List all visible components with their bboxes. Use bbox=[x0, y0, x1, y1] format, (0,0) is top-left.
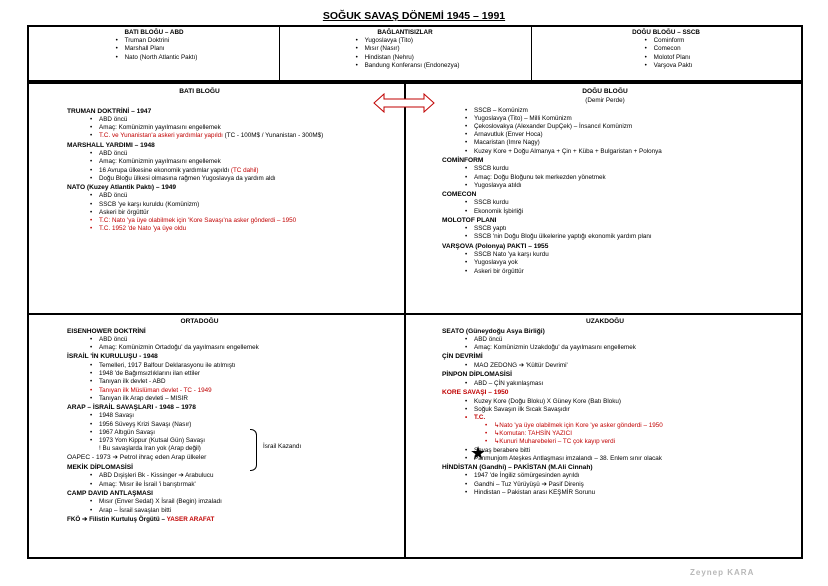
list-item: • Tanıyan ilk devlet - ABD bbox=[85, 378, 402, 386]
list-item: • ABD öncü bbox=[85, 336, 402, 344]
list-item: • Gandhi – Tuz Yürüyüşü ➔ Pasif Direniş bbox=[460, 481, 800, 489]
list-item: • 1967 Altıgün Savaşı bbox=[85, 429, 402, 437]
list-item: • ABD Dışişleri Bk - Kissinger ➔ Arabulucu bbox=[85, 472, 402, 480]
page-title: SOĞUK SAVAŞ DÖNEMİ 1945 – 1991 bbox=[322, 10, 506, 22]
list-item: • SSCB Nato 'ya karşı kurdu bbox=[460, 251, 800, 259]
author-signature: Zeynep KARA bbox=[690, 568, 755, 577]
arap-israil-title: ARAP – İSRAİL SAVAŞLARI - 1948 – 1978 bbox=[67, 403, 196, 411]
summary-dogu-list bbox=[640, 37, 693, 70]
list-item: • 1956 Süveyş Krizi Savaşı (Nasır) bbox=[85, 421, 402, 429]
red-text: (TC dahil) bbox=[230, 166, 259, 174]
kore-after-list bbox=[460, 447, 800, 463]
israil-title: İSRAİL 'İN KURULUŞU - 1948 bbox=[67, 353, 158, 361]
red-text: T.C. ve Yunanistan'a askeri yardımlar yapıldı bbox=[99, 132, 223, 140]
list-item: • Truman Doktrini bbox=[111, 37, 198, 45]
list-item: • Yugoslavya (Tito) bbox=[351, 37, 460, 45]
list-item: • 1973 Yom Kippur (Kutsal Gün) Savaşı bbox=[85, 437, 402, 445]
list-item: • Nato (North Atlantic Paktı) bbox=[111, 54, 198, 62]
summary-baglantisiz bbox=[279, 27, 532, 80]
list-item: • Amaç: Komünizmin Uzakdoğu' da yayılmasını engellemek bbox=[460, 344, 800, 352]
kore-list bbox=[460, 398, 800, 423]
fko-line bbox=[67, 516, 402, 524]
hindistan-list bbox=[460, 472, 800, 497]
summary-baglantisiz-list bbox=[351, 37, 460, 70]
star-icon: ★ bbox=[470, 443, 487, 463]
list-item bbox=[480, 422, 800, 430]
molotof-list bbox=[460, 225, 800, 241]
oapec-line: OAPEC - 1973 ➔ Petrol ihraç eden Arap ülkeler bbox=[67, 454, 207, 462]
cominform-list bbox=[460, 165, 800, 190]
list-item bbox=[480, 430, 800, 438]
bati-section bbox=[67, 88, 402, 233]
text: Nato 'ya üye olabilmek için Kore 'ye asker gönderdi – 1950 bbox=[499, 422, 663, 430]
list-item: • Amaç: Komünizmin yayılmasını engellemek bbox=[85, 124, 402, 132]
list-item: • Savaş berabere bitti bbox=[460, 447, 800, 455]
israil-kazandi-note: İsrail Kazandı bbox=[263, 443, 302, 450]
pinpon-title: PİNPON DİPLOMASİSİ bbox=[442, 371, 512, 379]
return-arrow-icon: ↳ bbox=[494, 438, 500, 446]
list-item: • 1948 Savaşı bbox=[85, 412, 402, 420]
list-item: • Amaç: 'Mısır ile İsrail 'i barıştırmak' bbox=[85, 481, 402, 489]
list-item: • Soğuk Savaşın ilk Sıcak Savaşıdır bbox=[460, 406, 800, 414]
kore-title: KORE SAVAŞI – 1950 bbox=[442, 388, 509, 396]
list-item: • ABD öncü bbox=[85, 116, 402, 124]
hindistan-title: HİNDİSTAN (Gandhi) – PAKİSTAN (M.Ali Cinnah) bbox=[442, 463, 593, 471]
list-item: • Ekonomik İşbirliği bbox=[460, 208, 800, 216]
text: Kunuri Muharebeleri – TC çok kayıp verdi bbox=[499, 438, 616, 446]
eisenhower-title: EISENHOWER DOKTRİNİ bbox=[67, 327, 146, 335]
list-item: • T.C: Nato 'ya üye olabilmek için 'Kore Savaşı'na asker gönderdi – 1950 bbox=[85, 217, 402, 225]
comecon-title: COMECON bbox=[442, 190, 477, 198]
list-item: • ABD öncü bbox=[85, 150, 402, 158]
list-item: • T.C. 1952 'de Nato 'ya üye oldu bbox=[85, 225, 402, 233]
bracket-icon bbox=[250, 429, 257, 471]
ortadogu-section bbox=[67, 318, 402, 524]
list-item bbox=[85, 167, 402, 175]
truman-title: TRUMAN DOKTRİNİ – 1947 bbox=[67, 107, 152, 115]
list-item: • Tanıyan ilk Arap devleti – MISIR bbox=[85, 395, 402, 403]
bati-heading: BATI BLOĞU bbox=[179, 88, 220, 95]
list-item: • Mısır (Enver Sedat) X İsrail (Begin) imzaladı bbox=[85, 498, 402, 506]
list-item: • Comecon bbox=[640, 45, 693, 53]
summary-bati-heading: BATI BLOĞU – ABD bbox=[124, 29, 184, 36]
list-item: • Çekoslovakya (Alexander DupÇek) – İnsancıl Komünizm bbox=[460, 123, 800, 131]
list-item: • ABD öncü bbox=[85, 192, 402, 200]
list-item: • Yugoslavya yok bbox=[460, 259, 800, 267]
list-item: • Askeri bir örgüttür bbox=[460, 268, 800, 276]
list-item bbox=[480, 438, 800, 446]
list-item: • Mısır (Nasır) bbox=[351, 45, 460, 53]
list-item: • Cominform bbox=[640, 37, 693, 45]
list-item: • MAO ZEDONG ➔ 'Kültür Devrimi' bbox=[460, 362, 800, 370]
varsova-title: VARŞOVA (Polonya) PAKTI – 1955 bbox=[442, 242, 549, 250]
list-item: • SSCB yaptı bbox=[460, 225, 800, 233]
list-item: • Temelleri, 1917 Balfour Deklarasyonu ile atılmıştı bbox=[85, 362, 402, 370]
comecon-list bbox=[460, 199, 800, 215]
list-item: • Hindistan (Nehru) bbox=[351, 54, 460, 62]
list-item: • Yugoslavya (Tito) – Milli Komünizm bbox=[460, 115, 800, 123]
list-item: • Arnavutluk (Enver Hoca) bbox=[460, 131, 800, 139]
list-item: • SSCB kurdu bbox=[460, 199, 800, 207]
grid-horizontal-divider bbox=[28, 313, 802, 315]
list-item: • Panmunjom Ateşkes Antlaşması imzalandı – 38. Enlem sınır olacak bbox=[460, 455, 800, 463]
uzakdogu-section bbox=[442, 318, 800, 497]
marshall-title: MARSHALL YARDIMI – 1948 bbox=[67, 141, 155, 149]
eisenhower-list bbox=[85, 336, 402, 352]
list-item: • 1948 'de Bağımsızlıklarını ilan ettiler bbox=[85, 370, 402, 378]
camp-david-list bbox=[85, 498, 402, 514]
list-item bbox=[85, 132, 402, 140]
kore-tc-list bbox=[480, 422, 800, 447]
return-arrow-icon: ↳ bbox=[494, 430, 500, 438]
seato-list bbox=[460, 336, 800, 352]
text: (TC - 100M$ / Yunanistan - 300M$) bbox=[222, 132, 324, 140]
text: Komutan: TAHSİN YAZICI bbox=[499, 430, 572, 438]
ortadogu-heading: ORTADOĞU bbox=[180, 318, 219, 325]
cominform-title: COMİNFORM bbox=[442, 156, 484, 164]
list-item: • Macaristan (Imre Nagy) bbox=[460, 139, 800, 147]
list-item: • Marshall Planı bbox=[111, 45, 198, 53]
list-item: • Tanıyan ilk Müslüman devlet - TC - 1949 bbox=[85, 387, 402, 395]
return-arrow-icon: ↳ bbox=[494, 422, 500, 430]
nato-title: NATO (Kuzey Atlantik Paktı) – 1949 bbox=[67, 183, 177, 191]
marshall-list bbox=[85, 150, 402, 183]
list-item: • Amaç: Komünizmin Ortadoğu' da yayılmasını engellemek bbox=[85, 344, 402, 352]
mekik-list bbox=[85, 472, 402, 488]
list-item: • Hindistan – Pakistan arası KEŞMİR Sorunu bbox=[460, 489, 800, 497]
list-item: • ABD – ÇİN yakınlaşması bbox=[460, 380, 800, 388]
summary-box bbox=[27, 25, 803, 82]
list-item: • Amaç: Doğu Bloğunu tek merkezden yönetmek bbox=[460, 174, 800, 182]
list-item: • SSCB 'ye karşı kuruldu (Komünizm) bbox=[85, 201, 402, 209]
list-item: • Yugoslavya atıldı bbox=[460, 182, 800, 190]
dogu-heading: DOĞU BLOĞU bbox=[582, 88, 628, 95]
list-item: • Askeri bir örgüttür bbox=[85, 209, 402, 217]
arap-israil-list bbox=[85, 412, 402, 453]
list-item: ! Bu savaşlarda Iran yok (Arap değil) bbox=[99, 445, 201, 453]
summary-dogu-heading: DOĞU BLOĞU – SSCB bbox=[632, 29, 700, 36]
list-item: • SSCB 'nin Doğu Bloğu ülkelerine yaptığı ekonomik yardım planı bbox=[460, 233, 800, 241]
camp-david-title: CAMP DAVID ANTLAŞMASI bbox=[67, 489, 153, 497]
list-item: • Kuzey Kore (Doğu Bloku) X Güney Kore (Batı Bloku) bbox=[460, 398, 800, 406]
list-item: • Kuzey Kore + Doğu Almanya + Çin + Küba + Bulgaristan + Polonya bbox=[460, 148, 800, 156]
truman-list bbox=[85, 116, 402, 141]
list-item: • SSCB kurdu bbox=[460, 165, 800, 173]
varsova-list bbox=[460, 251, 800, 276]
fko-red: YASER ARAFAT bbox=[166, 515, 215, 523]
molotof-title: MOLOTOF PLANI bbox=[442, 216, 497, 224]
list-item: • Doğu Bloğu ülkesi olmasına rağmen Yugoslavya da yardım aldı bbox=[85, 175, 402, 183]
list-item: • T.C. bbox=[460, 414, 800, 422]
summary-dogu bbox=[531, 27, 801, 80]
israil-list bbox=[85, 362, 402, 403]
text: 16 Avrupa ülkesine ekonomik yardımlar yapıldı bbox=[99, 166, 231, 174]
dogu-subheading: (Demir Perde) bbox=[585, 96, 625, 104]
list-item: • ABD öncü bbox=[460, 336, 800, 344]
pinpon-list bbox=[460, 380, 800, 388]
fko-prefix: FKÖ ➔ Filistin Kurtuluş Örgütü – bbox=[67, 515, 167, 523]
list-item: • Molotof Planı bbox=[640, 54, 693, 62]
list-item: • Bandung Konferansı (Endonezya) bbox=[351, 62, 460, 70]
nato-list bbox=[85, 192, 402, 233]
dogu-list bbox=[460, 107, 800, 156]
summary-bati-list bbox=[111, 37, 198, 62]
list-item: • Amaç: Komünizmin yayılmasını engellemek bbox=[85, 158, 402, 166]
list-item: • Varşova Paktı bbox=[640, 62, 693, 70]
summary-bati bbox=[29, 27, 280, 80]
uzakdogu-heading: UZAKDOĞU bbox=[585, 318, 625, 325]
dogu-section bbox=[442, 88, 800, 276]
summary-baglantisiz-heading: BAĞLANTISIZLAR bbox=[377, 29, 433, 36]
mekik-title: MEKİK DİPLOMASİSİ bbox=[67, 463, 133, 471]
list-item: • Arap – İsrail savaşları bitti bbox=[85, 507, 402, 515]
cin-devrimi-title: ÇİN DEVRİMİ bbox=[442, 353, 483, 361]
list-item: • SSCB – Komünizm bbox=[460, 107, 800, 115]
seato-title: SEATO (Güneydoğu Asya Birliği) bbox=[442, 327, 545, 335]
cin-list bbox=[460, 362, 800, 370]
list-item: • 1947 'de İngiliz sömürgesinden ayrıldı bbox=[460, 472, 800, 480]
